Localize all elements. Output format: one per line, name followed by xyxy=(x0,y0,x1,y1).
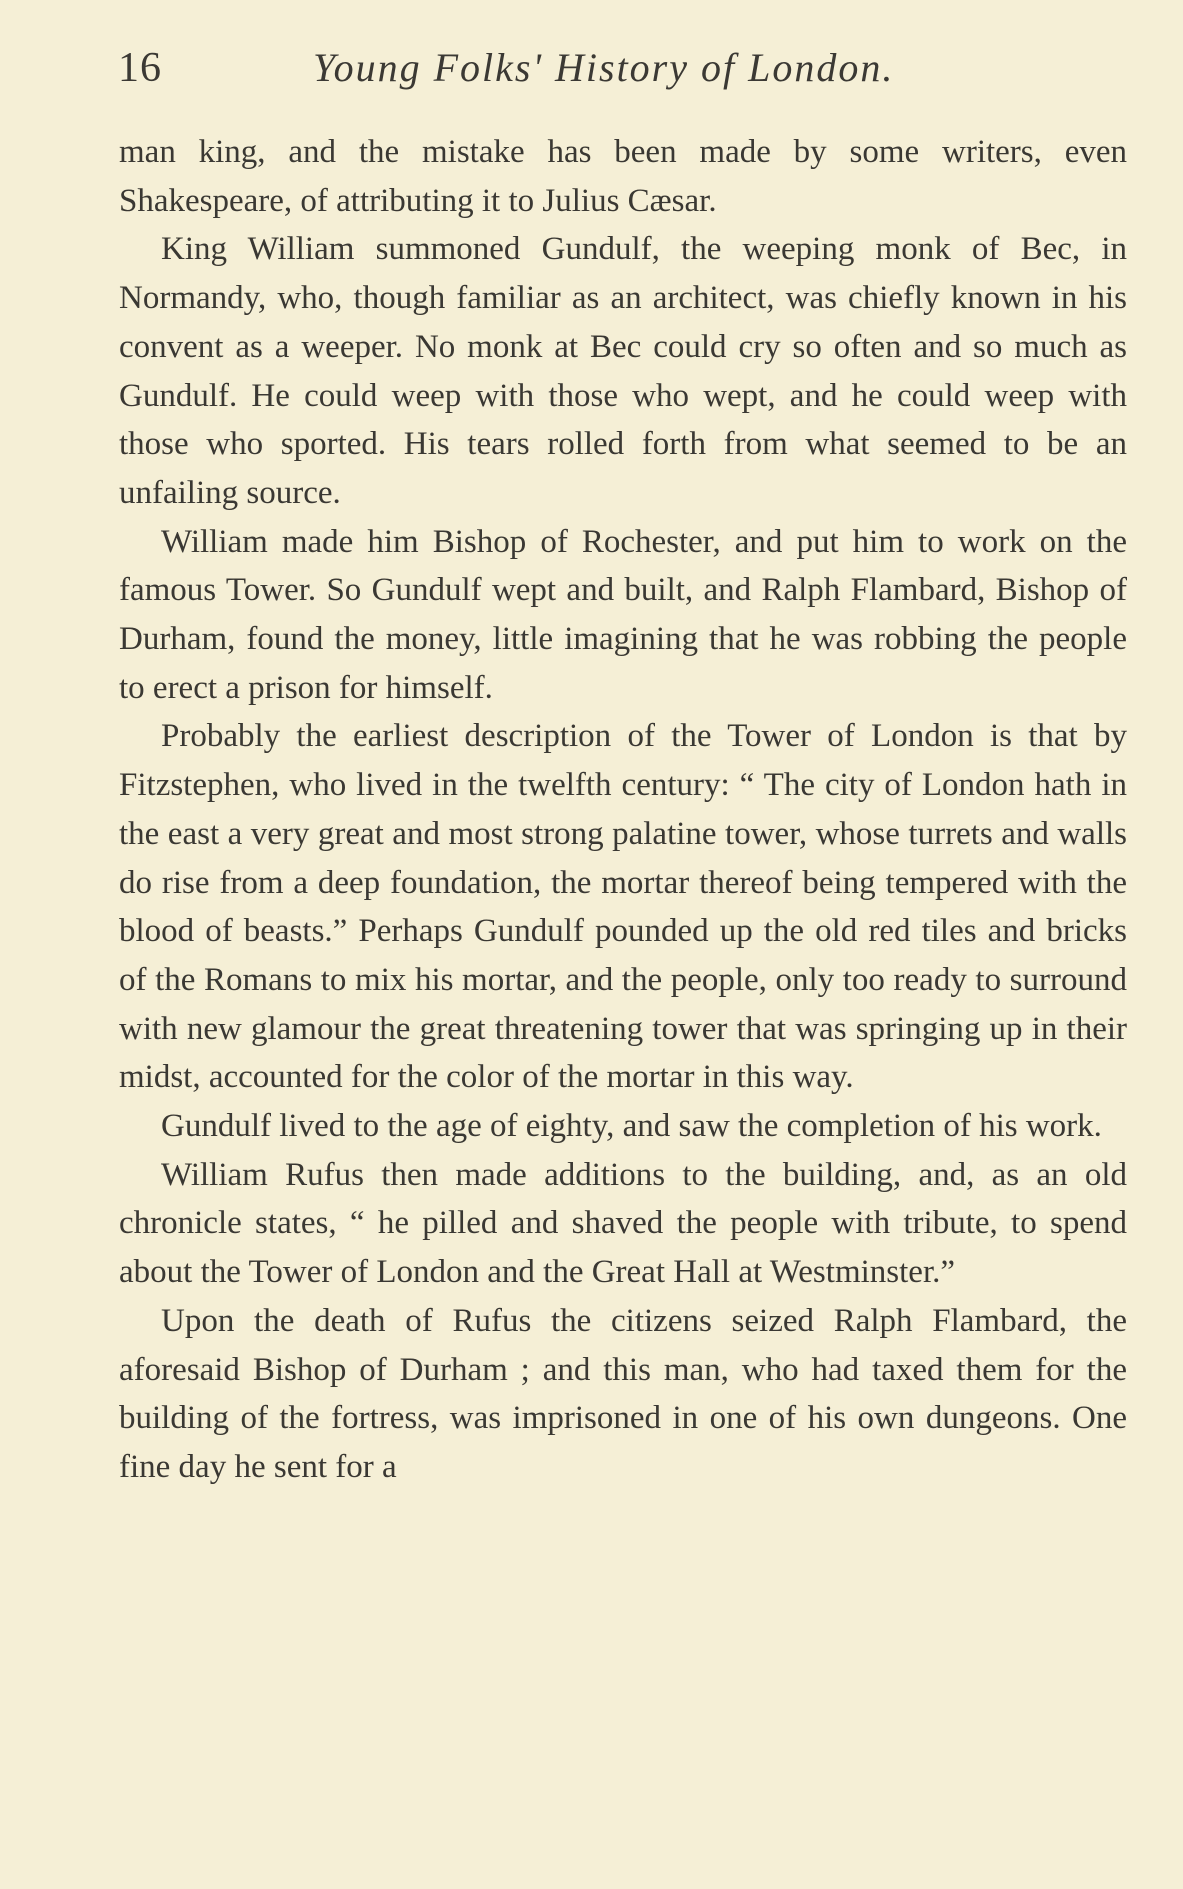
paragraph: William Rufus then made additions to the building, and, as an old chronicle states, “ he pilled and shaved the people with tribute, to spend about the Tower of London and the Great Hall at Westminster.” xyxy=(119,1156,1127,1291)
paragraph: William made him Bishop of Rochester, and put him to work on the famous Tower. So Gundulf wept and built, and Ralph Flambard, Bishop of Durham, found the money, little imagining that he was robbing the people to erect a prison for himself. xyxy=(119,523,1127,706)
page-header xyxy=(118,44,938,104)
paragraph: Probably the earliest description of the Tower of London is that by Fitzstephen, who lived in the twelfth century: “ The city of London hath in the east a very great and most strong palatine tower, whose turrets and walls do rise from a deep foundation, the mortar thereof being tempered with the blood of beasts.” Perhaps Gundulf pounded up the old red tiles and bricks of the Romans to mix his mortar, and the people, only too ready to surround with new glamour the great threatening tower that was springing up in their midst, accounted for the color of the mortar in this way. xyxy=(119,718,1127,1096)
paragraph: Gundulf lived to the age of eighty, and saw the completion of his work. xyxy=(161,1108,1102,1145)
paragraph: King William summoned Gundulf, the weeping monk of Bec, in Normandy, who, though familiar as an architect, was chiefly known in his convent as a weeper. No monk at Bec could cry so often and so much as Gundulf. He could weep with those who wept, and he could weep with those who sported. His tears rolled forth from what seemed to be an unfailing source. xyxy=(119,231,1127,511)
running-title: Young Folks' History of London. xyxy=(313,45,895,90)
page-number: 16 xyxy=(118,45,162,91)
paragraph: Upon the death of Rufus the citizens seized Ralph Flambard, the aforesaid Bishop of Durham ; and this man, who had taxed them for the building of the fortress, was imprisoned in one of his own dungeons. One fine day he sent for a xyxy=(119,1302,1127,1485)
paragraph: man king, and the mistake has been made by some writers, even Shakespeare, of attributing it to Julius Cæsar. xyxy=(119,134,1127,219)
body-text xyxy=(119,128,1127,1492)
